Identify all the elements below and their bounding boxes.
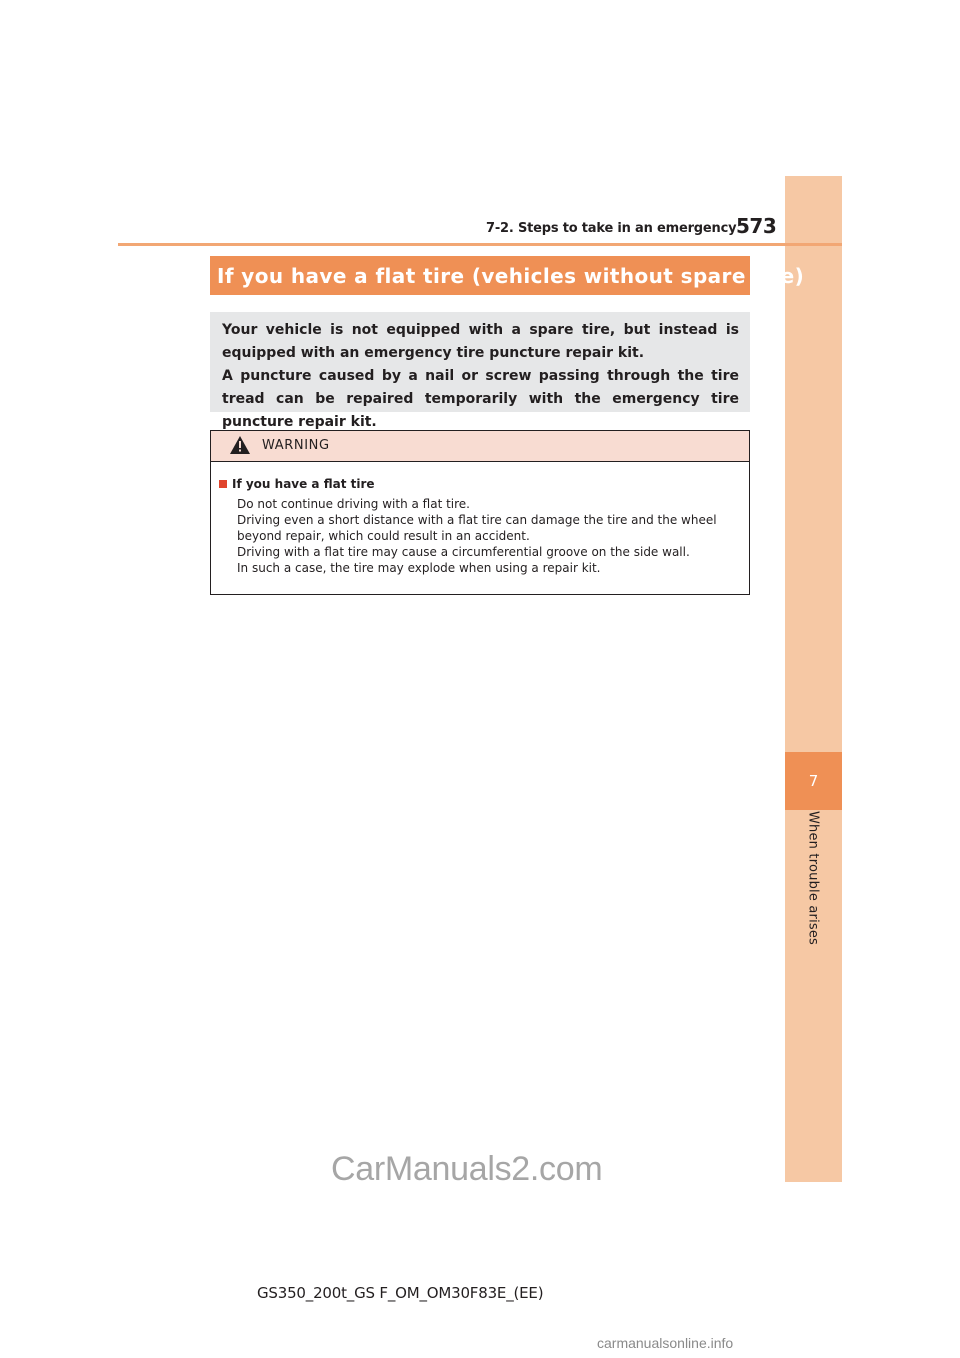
chapter-number: 7 — [785, 752, 842, 810]
warning-triangle-icon — [229, 435, 251, 455]
intro-box — [210, 312, 750, 430]
section-heading: 7-2. Steps to take in an emergency — [486, 221, 737, 236]
side-tab — [785, 176, 842, 1182]
intro-paragraph: A puncture caused by a nail or screw passing through the tire tread can be repaired temporarily with the emergency tire puncture repair kit. — [222, 368, 739, 430]
header-divider — [118, 243, 842, 246]
warning-item-title — [219, 477, 739, 491]
warning-body — [211, 462, 749, 576]
chapter-label: When trouble arises — [805, 810, 821, 946]
warning-line: Do not continue driving with a flat tire. — [237, 497, 470, 511]
warning-line: Driving with a flat tire may cause a circumferential groove on the side wall. — [237, 545, 690, 559]
site-watermark: carmanualsonline.info — [597, 1335, 734, 1351]
warning-label: WARNING — [262, 438, 330, 453]
warning-line: In such a case, the tire may explode when using a repair kit. — [237, 561, 601, 575]
page-title — [210, 256, 805, 295]
page-title-text: If you have a flat tire (vehicles without spare tire) — [217, 263, 805, 288]
page-number: 573 — [736, 214, 777, 238]
watermark: CarManuals2.com — [331, 1150, 603, 1188]
warning-item-title-text: If you have a flat tire — [232, 477, 375, 491]
warning-box — [210, 430, 750, 595]
warning-line: Driving even a short distance with a flat tire can damage the tire and the wheel beyond repair, which could result in an accident. — [237, 513, 717, 543]
square-bullet-icon — [219, 480, 227, 488]
warning-header — [211, 431, 749, 462]
document-code: GS350_200t_GS F_OM_OM30F83E_(EE) — [257, 1284, 544, 1302]
intro-paragraph: Your vehicle is not equipped with a spare tire, but instead is equipped with an emergency tire puncture repair kit. — [222, 322, 739, 361]
warning-item-text — [237, 496, 739, 576]
